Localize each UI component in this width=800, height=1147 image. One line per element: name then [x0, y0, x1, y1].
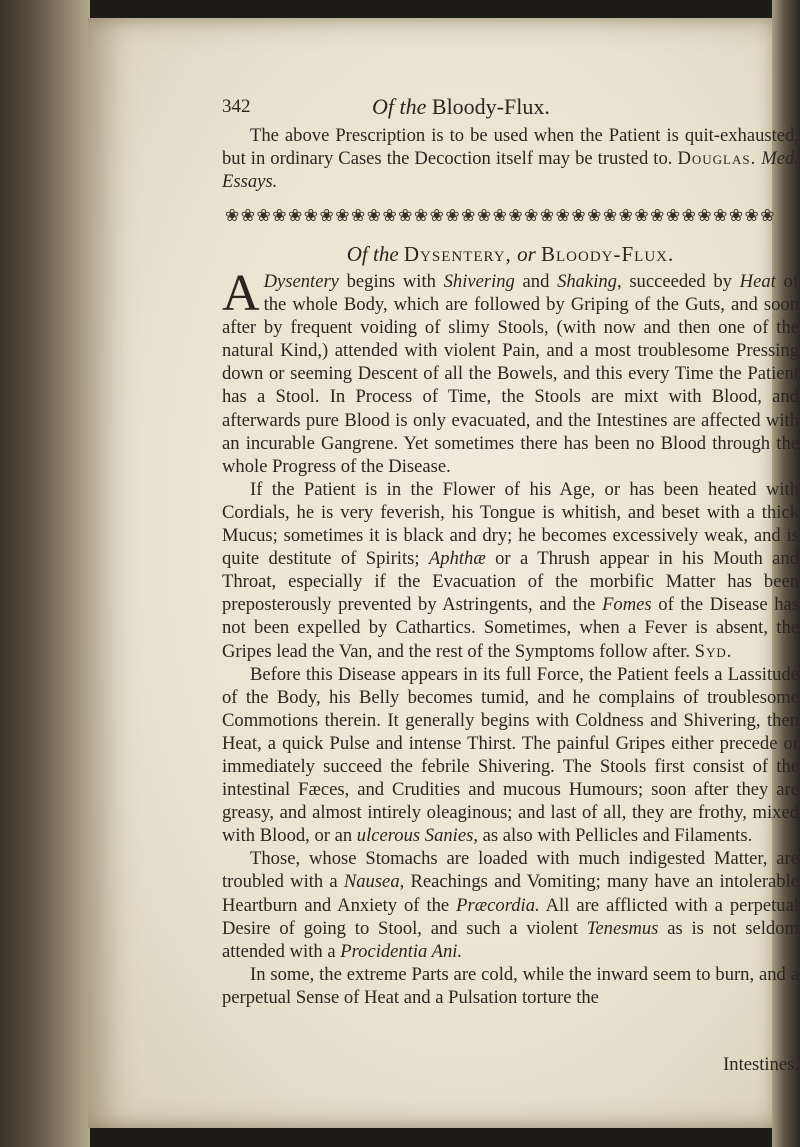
term-procidentia: Procidentia Ani.: [340, 940, 463, 962]
section-name-2: Bloody-Flux.: [541, 242, 675, 266]
p1-h: of the whole Body, which are followed by Griping of the Guts, and soon after by frequent voiding of slimy Stools, (with now and then one of the natural Kind,) attended with violent Pain, and a most troublesome Pressing down or seeming Descent of all the Bowels, and this every Time the Patient has a Stool. In Process of Time, the Stools are mixt with Blood, and afterwards pure Blood is only evacuated, and the Intestines are affected with an incurable Gangrene. Yet sometimes there has been no Blood through the whole Progress of the Disease.: [222, 271, 799, 477]
p2-author: Syd.: [694, 640, 733, 662]
term-dysentery: Dysentery: [263, 271, 339, 292]
ornament-rule: ❀❀❀❀❀❀❀❀❀❀❀❀❀❀❀❀❀❀❀❀❀❀❀❀❀❀❀❀❀❀❀❀❀❀❀: [225, 206, 777, 226]
running-title-italic: Of the: [372, 94, 427, 119]
paragraph-5: [222, 963, 799, 1009]
intro-author: Douglas.: [677, 148, 757, 170]
paragraph-2: [222, 478, 799, 663]
term-sanies: ulcerous Sanies: [356, 825, 474, 847]
paragraph-1: [222, 265, 799, 478]
term-praecordia: Præcordia.: [456, 894, 540, 916]
p1-f: , succeeded by: [616, 271, 740, 292]
p4-c: , Reachings and Vomiting; many have an intolerable Heartburn and Anxiety of the: [222, 871, 800, 916]
term-nausea: Nausea: [343, 871, 400, 893]
p1-d: and: [514, 271, 558, 292]
term-tenesmus: Tenesmus: [586, 917, 659, 939]
p4-g: as is not seldom attended with a: [222, 917, 799, 962]
term-aphthae: Aphthæ: [428, 548, 486, 570]
paragraph-4: [222, 847, 799, 962]
intro-source: Med. Essays.: [222, 148, 799, 193]
running-title: [372, 94, 550, 120]
term-shivering: Shivering: [443, 271, 515, 292]
p2-e: of the Disease has not been expelled by Cathartics. Sometimes, when a Fever is absent, the Gripes lead the Van, and the rest of the Symptoms follow after.: [222, 594, 799, 662]
drop-cap: A: [222, 265, 260, 322]
section-name-1: Dysentery,: [403, 242, 512, 266]
p2-c: or a Thrush appear in his Mouth and Throat, especially if the Evacuation of the morbific Matter has been preposterously prevented by Astringents, and the: [222, 548, 799, 616]
p3-c: , as also with Pellicles and Filaments.: [473, 825, 753, 847]
book-binding: [0, 0, 90, 1147]
section-or: or: [517, 242, 536, 266]
intro-paragraph: [222, 124, 799, 193]
term-fomes: Fomes: [602, 594, 652, 616]
p4-a: Those, whose Stomachs are loaded with much indigested Matter, are troubled with a: [222, 848, 799, 893]
p4-e: All are afflicted with a perpetual Desire of going to Stool, and such a violent: [222, 894, 799, 939]
paragraph-3: [222, 663, 799, 848]
running-title-roman: Bloody-Flux.: [431, 94, 550, 119]
catchword: Intestines.: [723, 1054, 799, 1075]
term-heat: Heat: [739, 271, 776, 292]
p2-a: If the Patient is in the Flower of his Age, or has been heated with Cordials, he is very feverish, his Tongue is whitish, and beset with a thick Mucus; sometimes it is black and dry; he becomes excessively weak, and is quite destitute of Spirits;: [222, 478, 799, 570]
page-number: 342: [222, 96, 251, 117]
p1-b: begins with: [338, 271, 444, 292]
term-shaking: Shaking: [557, 271, 617, 292]
p3-a: Before this Disease appears in its full Force, the Patient feels a Lassitude of the Body, his Belly becomes tumid, and he complains of troublesome Commotions therein. It generally begins with Coldness and Shivering, then Heat, a quick Pulse and intense Thirst. The painful Gripes either precede or immediately succeed the febrile Shivering. The Stools first consist of the intestinal Fæces, and Crudities and mucous Humours; soon after they are greasy, and almost intirely oleaginous; and last of all, they are frothy, mixed with Blood, or an: [222, 663, 799, 847]
section-title: [222, 242, 799, 267]
intro-text: The above Prescription is to be used when the Patient is quit-exhausted, but in ordinary Cases the Decoction itself may be trusted to.: [222, 125, 799, 170]
p5-a: In some, the extreme Parts are cold, while the inward seem to burn, and a perpetual Sense of Heat and a Pulsation torture the: [222, 963, 799, 1008]
section-prefix: Of the: [346, 242, 399, 266]
main-text: [222, 265, 800, 1009]
